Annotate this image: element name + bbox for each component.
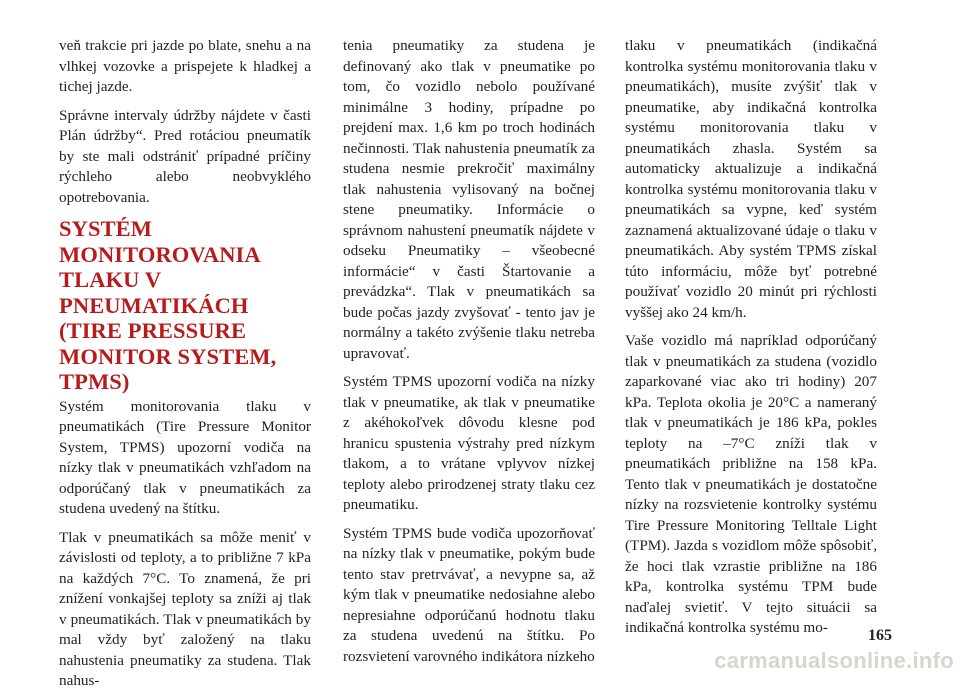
paragraph: tenia pneumatiky za studena je definovaný ako tlak v pneumatike po tom, čo vozidlo nebolo používané minimálne 3 hodiny, prípadne po prejdení max. 1,6 km po troch hodinách nečinnosti. Tlak nahustenia pneumatík za studena nesmie prekročiť maximálny tlak nahustenia vylisovaný na bočnej stene pneumatiky. Informácie o správnom nahustení pneumatík nájdete v odseku Pneumatiky – všeobecné informácie“ v časti Štartovanie a prevádzka“. Tlak v pneumatikách sa bude počas jazdy zvyšovať - tento jav je normálny a takéto zvýšenie tlaku netreba upravovať.: [343, 37, 595, 362]
paragraph: Systém TPMS bude vodiča upozorňovať na nízky tlak v pneumatike, pokým bude tento stav pretrvávať, a nevypne sa, až kým tlak v pneumatike nedosiahne alebo nepresiahne odporúčanú hodnotu tlaku za studena uvedenú na štítku. Po rozsvietení varovného indikátora nízkeho: [343, 524, 595, 665]
paragraph: veň trakcie pri jazde po blate, snehu a na vlhkej vozovke a prispejete k hladkej a tichej jazde.: [59, 37, 311, 95]
paragraph: Systém TPMS upozorní vodiča na nízky tlak v pneumatike, ak tlak v pneumatike z akéhokoľvek dôvodu klesne pod hranicu spustenia výstrahy pred nízkym tlakom, a to vrátane vplyvov nízkej teploty alebo prirodzenej straty tlaku cez pneumatiku.: [343, 373, 595, 513]
watermark: carmanualsonline.info: [714, 648, 954, 673]
paragraph: tlaku v pneumatikách (indikačná kontrolka systému monitorovania tlaku v pneumatikách), musíte zvýšiť tlak v pneumatike, aby indikačná kontrolka systému monitorovania tlaku v pneumatikách zhasla. Systém sa automaticky aktualizuje a indikačná kontrolka systému monitorovania tlaku v pneumatikách sa vypne, keď systém zaznamená aktualizované údaje o tlaku v pneumatikách. Aby systém TPMS získal túto informáciu, môže byť potrebné používať vozidlo 20 minút pri rýchlosti vyššej ako 24 km/h.: [625, 37, 877, 321]
paragraph: Správne intervaly údržby nájdete v časti Plán údržby“. Pred rotáciou pneumatík by ste mali odstrániť prípadné príčiny rýchleho alebo neobvyklého opotrebovania.: [59, 106, 311, 206]
text-column-3: [625, 36, 877, 647]
text-column-1: [59, 36, 311, 700]
paragraph: Tlak v pneumatikách sa môže meniť v závislosti od teploty, a to približne 7 kPa na každých 7°C. To znamená, že pri znížení vonkajšej teploty sa zníži aj tlak v pneumatikách. Tlak v pneumatikách by mal vždy byť založený na tlaku nahustenia pneumatiky za studena. Tlak nahus-: [59, 528, 311, 689]
section-heading: SYSTÉM MONITOROVANIA TLAKU V PNEUMATIKÁCH (TIRE PRESSURE MONITOR SYSTEM, TPMS): [59, 216, 277, 394]
paragraph: Vaše vozidlo má napríklad odporúčaný tlak v pneumatikách za studena (vozidlo zaparkované viac ako tri hodiny) 207 kPa. Teplota okolia je 20°C a nameraný tlak v pneumatikách je 186 kPa, pokles teploty na –7°C zníži tlak v pneumatikách približne na 158 kPa. Tento tlak v pneumatikách je dostatočne nízky na rozsvietenie kontrolky systému Tire Pressure Monitoring Telltale Light (TPM). Jazda s vozidlom môže spôsobiť, že hoci tlak vzrastie približne na 186 kPa, kontrolka systému TPM bude naďalej svietiť. V tejto situácii sa indikačná kontrolka systému mo-: [625, 332, 877, 636]
text-column-2: [343, 36, 595, 675]
paragraph: Systém monitorovania tlaku v pneumatikách (Tire Pressure Monitor System, TPMS) upozorní vodiča na nízky tlak v pneumatikách vzhľadom na odporúčaný tlak v pneumatikách za studena uvedený na štítku.: [59, 397, 311, 517]
page-number: 165: [868, 627, 892, 644]
